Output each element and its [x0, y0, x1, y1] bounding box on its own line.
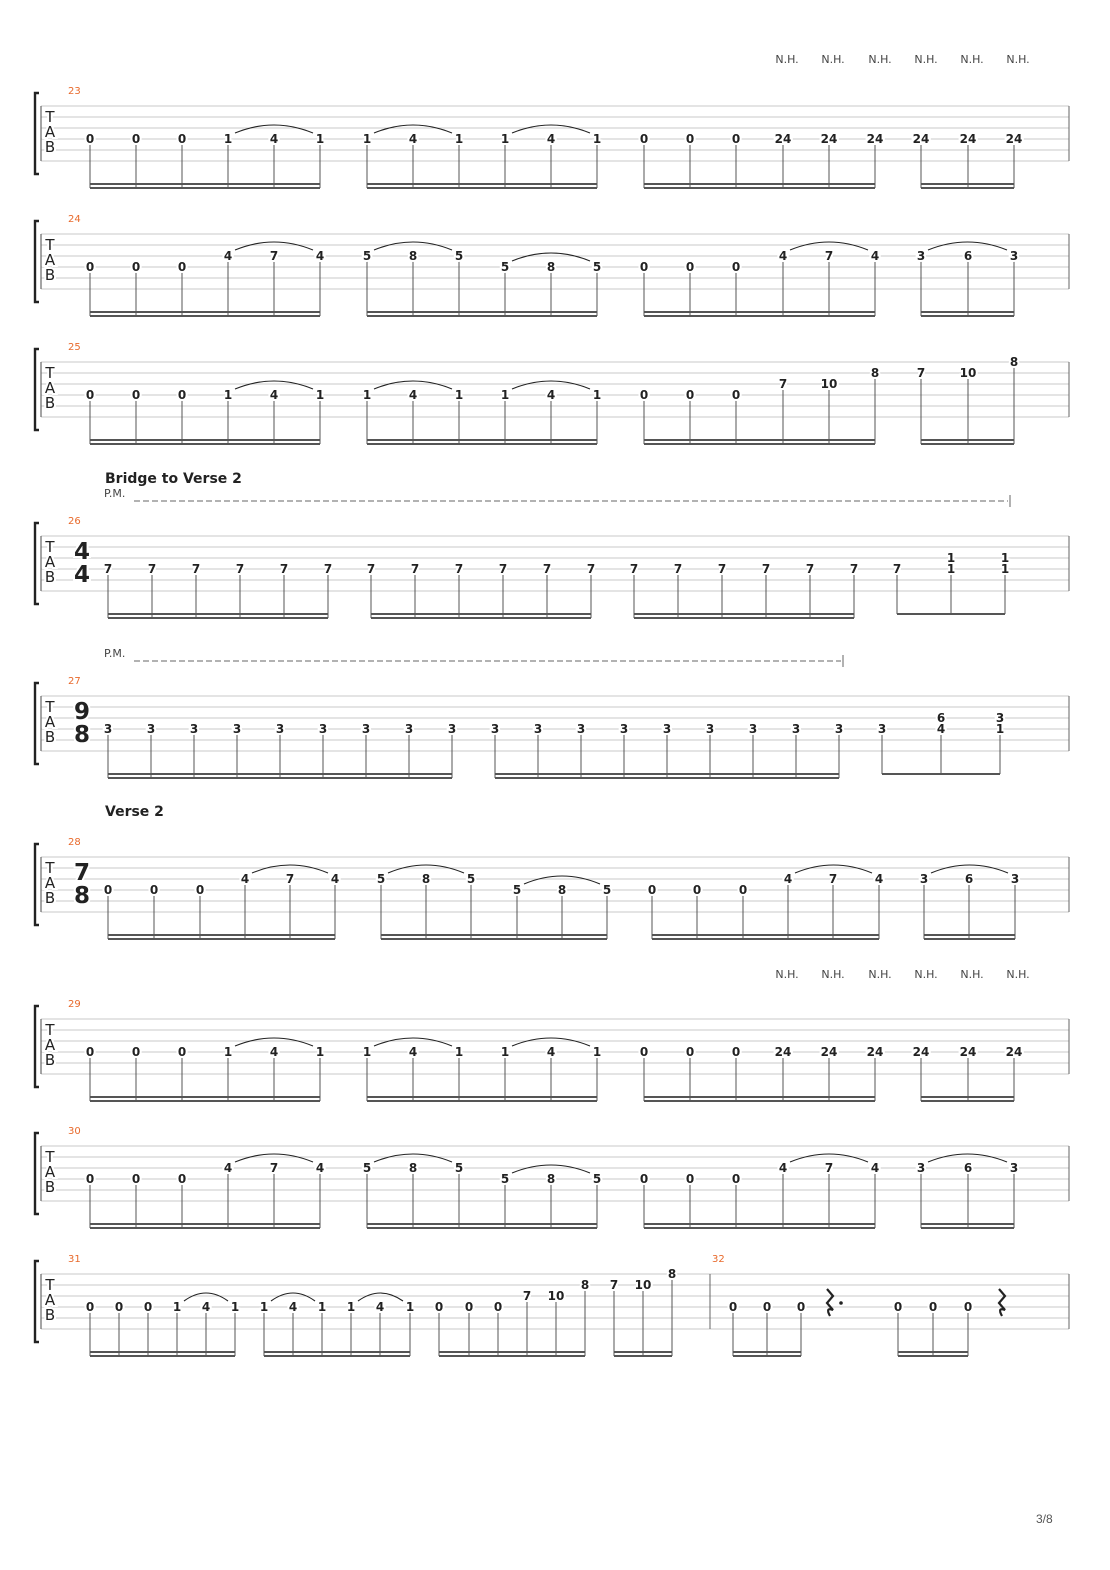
fret-number: 3 — [404, 722, 414, 736]
fret-number: 1 — [1000, 551, 1010, 565]
fret-number: 0 — [177, 132, 187, 146]
fret-number: 0 — [728, 1300, 738, 1314]
fret-number: 0 — [639, 260, 649, 274]
fret-number: 6 — [964, 872, 974, 886]
tab-clef-letter: T — [45, 364, 55, 382]
fret-number: 7 — [323, 562, 333, 576]
fret-number: 6 — [963, 249, 973, 263]
fret-number: 0 — [692, 883, 702, 897]
fret-number: 3 — [318, 722, 328, 736]
fret-number: 0 — [685, 1172, 695, 1186]
harmonic-label: N.H. — [960, 53, 984, 66]
fret-number: 24 — [774, 1045, 792, 1059]
fret-number: 5 — [500, 260, 510, 274]
fret-number: 1 — [405, 1300, 415, 1314]
fret-number: 4 — [778, 1161, 788, 1175]
fret-number: 24 — [774, 132, 792, 146]
time-signature-top: 7 — [73, 860, 91, 886]
fret-number: 24 — [820, 1045, 838, 1059]
fret-number: 1 — [172, 1300, 182, 1314]
fret-number: 0 — [893, 1300, 903, 1314]
tab-clef-letter: T — [45, 1148, 55, 1166]
tab-clef-letter: A — [44, 1036, 56, 1054]
fret-number: 4 — [778, 249, 788, 263]
fret-number: 7 — [103, 562, 113, 576]
tab-clef-letter: A — [44, 123, 56, 141]
fret-number: 3 — [705, 722, 715, 736]
tab-clef-letter: A — [44, 1163, 56, 1181]
fret-number: 0 — [963, 1300, 973, 1314]
harmonic-label: N.H. — [821, 53, 845, 66]
fret-number: 8 — [546, 1172, 556, 1186]
fret-number: 8 — [557, 883, 567, 897]
fret-number: 3 — [1009, 1161, 1019, 1175]
system-bracket — [35, 844, 39, 925]
fret-number: 0 — [639, 132, 649, 146]
system-bracket — [35, 523, 39, 604]
fret-number: 0 — [685, 132, 695, 146]
fret-number: 0 — [131, 1172, 141, 1186]
fret-number: 3 — [490, 722, 500, 736]
measure-number: 31 — [68, 1254, 81, 1265]
fret-number: 0 — [85, 1172, 95, 1186]
tab-clef-letter: A — [44, 251, 56, 269]
fret-number: 0 — [131, 260, 141, 274]
fret-number: 0 — [639, 388, 649, 402]
fret-number: 10 — [959, 366, 977, 380]
fret-number: 0 — [195, 883, 205, 897]
fret-number: 8 — [546, 260, 556, 274]
fret-number: 6 — [963, 1161, 973, 1175]
fret-number: 0 — [493, 1300, 503, 1314]
fret-number: 0 — [731, 132, 741, 146]
harmonic-label: N.H. — [914, 53, 938, 66]
fret-number: 0 — [85, 132, 95, 146]
tab-clef-letter: T — [45, 236, 55, 254]
fret-number: 1 — [315, 132, 325, 146]
fret-number: 1 — [454, 1045, 464, 1059]
fret-number: 1 — [362, 388, 372, 402]
fret-number: 1 — [592, 1045, 602, 1059]
fret-number: 7 — [279, 562, 289, 576]
fret-number: 4 — [315, 249, 325, 263]
fret-number: 8 — [580, 1278, 590, 1292]
fret-number: 4 — [408, 1045, 418, 1059]
fret-number: 0 — [685, 388, 695, 402]
fret-number: 4 — [870, 1161, 880, 1175]
fret-number: 10 — [547, 1289, 565, 1303]
page-number: 3/8 — [1036, 1512, 1053, 1526]
fret-number: 1 — [362, 1045, 372, 1059]
fret-number: 10 — [820, 377, 838, 391]
fret-number: 7 — [761, 562, 771, 576]
fret-number: 3 — [919, 872, 929, 886]
fret-number: 7 — [522, 1289, 532, 1303]
harmonic-label: N.H. — [868, 968, 892, 981]
tab-clef-letter: B — [44, 138, 56, 156]
tab-clef-letter: T — [45, 108, 55, 126]
fret-number: 5 — [512, 883, 522, 897]
fret-number: 0 — [103, 883, 113, 897]
fret-number: 24 — [912, 1045, 930, 1059]
fret-number: 4 — [870, 249, 880, 263]
fret-number: 4 — [223, 249, 233, 263]
fret-number: 24 — [1005, 1045, 1023, 1059]
fret-number: 3 — [275, 722, 285, 736]
tab-clef-letter: B — [44, 394, 56, 412]
fret-number: 0 — [731, 388, 741, 402]
fret-number: 0 — [143, 1300, 153, 1314]
fret-number: 3 — [1009, 249, 1019, 263]
fret-number: 3 — [447, 722, 457, 736]
tab-clef-letter: B — [44, 1178, 56, 1196]
time-signature-top: 9 — [73, 699, 91, 725]
system-bracket — [35, 93, 39, 174]
fret-number: 0 — [738, 883, 748, 897]
fret-number: 4 — [269, 1045, 279, 1059]
fret-number: 4 — [288, 1300, 298, 1314]
fret-number: 1 — [454, 388, 464, 402]
tab-clef-letter: T — [45, 1021, 55, 1039]
tab-clef-letter: B — [44, 728, 56, 746]
fret-number: 0 — [177, 1045, 187, 1059]
fret-number: 4 — [874, 872, 884, 886]
system-bracket — [35, 221, 39, 302]
fret-number: 0 — [464, 1300, 474, 1314]
dotted-quarter-rest — [827, 1289, 833, 1316]
harmonic-label: N.H. — [914, 968, 938, 981]
fret-number: 1 — [995, 722, 1005, 736]
fret-number: 3 — [103, 722, 113, 736]
measure-number: 30 — [68, 1126, 81, 1137]
fret-number: 1 — [315, 1045, 325, 1059]
fret-number: 0 — [685, 260, 695, 274]
tab-clef-letter: B — [44, 266, 56, 284]
fret-number: 7 — [824, 1161, 834, 1175]
fret-number: 4 — [783, 872, 793, 886]
fret-number: 5 — [466, 872, 476, 886]
fret-number: 7 — [542, 562, 552, 576]
fret-number: 3 — [834, 722, 844, 736]
fret-number: 24 — [959, 132, 977, 146]
fret-number: 5 — [602, 883, 612, 897]
fret-number: 1 — [500, 388, 510, 402]
harmonic-label: N.H. — [775, 53, 799, 66]
fret-number: 7 — [778, 377, 788, 391]
fret-number: 0 — [796, 1300, 806, 1314]
fret-number: 1 — [223, 388, 233, 402]
fret-number: 1 — [362, 132, 372, 146]
quarter-rest — [999, 1289, 1005, 1316]
fret-number: 24 — [1005, 132, 1023, 146]
fret-number: 4 — [936, 722, 946, 736]
fret-number: 1 — [315, 388, 325, 402]
fret-number: 3 — [877, 722, 887, 736]
time-signature-top: 4 — [73, 539, 91, 565]
measure-number: 27 — [68, 676, 81, 687]
fret-number: 3 — [189, 722, 199, 736]
system-bracket — [35, 349, 39, 430]
fret-number: 24 — [959, 1045, 977, 1059]
tab-clef-letter: T — [45, 1276, 55, 1294]
fret-number: 10 — [634, 1278, 652, 1292]
tab-clef-letter: B — [44, 568, 56, 586]
fret-number: 0 — [177, 1172, 187, 1186]
fret-number: 1 — [230, 1300, 240, 1314]
fret-number: 7 — [147, 562, 157, 576]
measure-number: 29 — [68, 999, 81, 1010]
fret-number: 1 — [223, 132, 233, 146]
fret-number: 0 — [639, 1172, 649, 1186]
fret-number: 4 — [201, 1300, 211, 1314]
measure-number: 26 — [68, 516, 81, 527]
time-signature-bottom: 8 — [73, 883, 91, 909]
fret-number: 0 — [731, 1172, 741, 1186]
fret-number: 6 — [936, 711, 946, 725]
measure-number: 32 — [712, 1254, 725, 1265]
fret-number: 3 — [619, 722, 629, 736]
fret-number: 8 — [667, 1267, 677, 1281]
fret-number: 5 — [362, 1161, 372, 1175]
fret-number: 3 — [232, 722, 242, 736]
fret-number: 5 — [376, 872, 386, 886]
harmonic-label: N.H. — [868, 53, 892, 66]
fret-number: 3 — [916, 1161, 926, 1175]
fret-number: 1 — [1000, 562, 1010, 576]
fret-number: 1 — [500, 132, 510, 146]
fret-number: 0 — [731, 260, 741, 274]
tab-clef-letter: A — [44, 713, 56, 731]
fret-number: 7 — [498, 562, 508, 576]
tab-clef-letter: T — [45, 859, 55, 877]
fret-number: 3 — [995, 711, 1005, 725]
fret-number: 0 — [85, 260, 95, 274]
fret-number: 1 — [946, 562, 956, 576]
fret-number: 0 — [149, 883, 159, 897]
fret-number: 7 — [805, 562, 815, 576]
fret-number: 7 — [235, 562, 245, 576]
fret-number: 4 — [408, 388, 418, 402]
fret-number: 0 — [85, 1300, 95, 1314]
fret-number: 4 — [315, 1161, 325, 1175]
fret-number: 7 — [849, 562, 859, 576]
section-label: Bridge to Verse 2 — [105, 471, 242, 487]
fret-number: 4 — [408, 132, 418, 146]
fret-number: 24 — [820, 132, 838, 146]
fret-number: 5 — [362, 249, 372, 263]
fret-number: 4 — [546, 388, 556, 402]
fret-number: 7 — [269, 1161, 279, 1175]
fret-number: 3 — [146, 722, 156, 736]
fret-number: 4 — [269, 388, 279, 402]
fret-number: 3 — [1010, 872, 1020, 886]
fret-number: 8 — [408, 1161, 418, 1175]
fret-number: 0 — [647, 883, 657, 897]
fret-number: 3 — [533, 722, 543, 736]
system-bracket — [35, 1261, 39, 1342]
fret-number: 7 — [285, 872, 295, 886]
fret-number: 1 — [454, 132, 464, 146]
time-signature-bottom: 4 — [73, 562, 91, 588]
fret-number: 4 — [375, 1300, 385, 1314]
fret-number: 0 — [928, 1300, 938, 1314]
fret-number: 7 — [366, 562, 376, 576]
harmonic-label: N.H. — [1006, 968, 1030, 981]
fret-number: 8 — [1009, 355, 1019, 369]
tab-clef-letter: B — [44, 1051, 56, 1069]
fret-number: 0 — [131, 1045, 141, 1059]
fret-number: 0 — [114, 1300, 124, 1314]
fret-number: 1 — [346, 1300, 356, 1314]
fret-number: 0 — [177, 260, 187, 274]
fret-number: 3 — [791, 722, 801, 736]
harmonic-label: N.H. — [960, 968, 984, 981]
fret-number: 5 — [592, 260, 602, 274]
fret-number: 1 — [592, 132, 602, 146]
fret-number: 5 — [500, 1172, 510, 1186]
fret-number: 24 — [866, 1045, 884, 1059]
fret-number: 8 — [870, 366, 880, 380]
fret-number: 4 — [269, 132, 279, 146]
tab-clef-letter: B — [44, 1306, 56, 1324]
fret-number: 24 — [912, 132, 930, 146]
fret-number: 7 — [828, 872, 838, 886]
time-signature-bottom: 8 — [73, 722, 91, 748]
fret-number: 0 — [85, 388, 95, 402]
fret-number: 7 — [916, 366, 926, 380]
fret-number: 3 — [361, 722, 371, 736]
fret-number: 3 — [576, 722, 586, 736]
fret-number: 0 — [131, 132, 141, 146]
fret-number: 3 — [916, 249, 926, 263]
fret-number: 4 — [240, 872, 250, 886]
fret-number: 0 — [685, 1045, 695, 1059]
tab-clef-letter: B — [44, 889, 56, 907]
fret-number: 7 — [629, 562, 639, 576]
system-bracket — [35, 1133, 39, 1214]
fret-number: 1 — [500, 1045, 510, 1059]
tab-clef-letter: A — [44, 553, 56, 571]
fret-number: 7 — [609, 1278, 619, 1292]
fret-number: 8 — [408, 249, 418, 263]
tab-clef-letter: A — [44, 1291, 56, 1309]
rest-dot — [839, 1301, 843, 1305]
fret-number: 24 — [866, 132, 884, 146]
fret-number: 4 — [546, 132, 556, 146]
fret-number: 0 — [762, 1300, 772, 1314]
system-bracket — [35, 683, 39, 764]
system-bracket — [35, 1006, 39, 1087]
fret-number: 0 — [177, 388, 187, 402]
fret-number: 8 — [421, 872, 431, 886]
fret-number: 5 — [454, 1161, 464, 1175]
fret-number: 4 — [546, 1045, 556, 1059]
fret-number: 5 — [454, 249, 464, 263]
measure-number: 25 — [68, 342, 81, 353]
harmonic-label: N.H. — [821, 968, 845, 981]
tab-clef-letter: T — [45, 538, 55, 556]
fret-number: 3 — [662, 722, 672, 736]
fret-number: 4 — [223, 1161, 233, 1175]
fret-number: 3 — [748, 722, 758, 736]
fret-number: 7 — [717, 562, 727, 576]
fret-number: 5 — [592, 1172, 602, 1186]
fret-number: 0 — [131, 388, 141, 402]
fret-number: 7 — [673, 562, 683, 576]
fret-number: 7 — [892, 562, 902, 576]
fret-number: 7 — [454, 562, 464, 576]
fret-number: 7 — [191, 562, 201, 576]
section-label: Verse 2 — [105, 804, 164, 820]
measure-number: 24 — [68, 214, 81, 225]
fret-number: 7 — [410, 562, 420, 576]
fret-number: 0 — [731, 1045, 741, 1059]
fret-number: 1 — [223, 1045, 233, 1059]
fret-number: 1 — [317, 1300, 327, 1314]
harmonic-label: N.H. — [1006, 53, 1030, 66]
palm-mute-label: P.M. — [104, 647, 126, 660]
palm-mute-label: P.M. — [104, 487, 126, 500]
fret-number: 0 — [434, 1300, 444, 1314]
fret-number: 0 — [85, 1045, 95, 1059]
fret-number: 1 — [592, 388, 602, 402]
fret-number: 7 — [586, 562, 596, 576]
fret-number: 0 — [639, 1045, 649, 1059]
measure-number: 28 — [68, 837, 81, 848]
measure-number: 23 — [68, 86, 81, 97]
fret-number: 1 — [259, 1300, 269, 1314]
fret-number: 7 — [269, 249, 279, 263]
fret-number: 7 — [824, 249, 834, 263]
fret-number: 4 — [330, 872, 340, 886]
tab-clef-letter: A — [44, 379, 56, 397]
tab-clef-letter: A — [44, 874, 56, 892]
harmonic-label: N.H. — [775, 968, 799, 981]
tab-clef-letter: T — [45, 698, 55, 716]
fret-number: 1 — [946, 551, 956, 565]
